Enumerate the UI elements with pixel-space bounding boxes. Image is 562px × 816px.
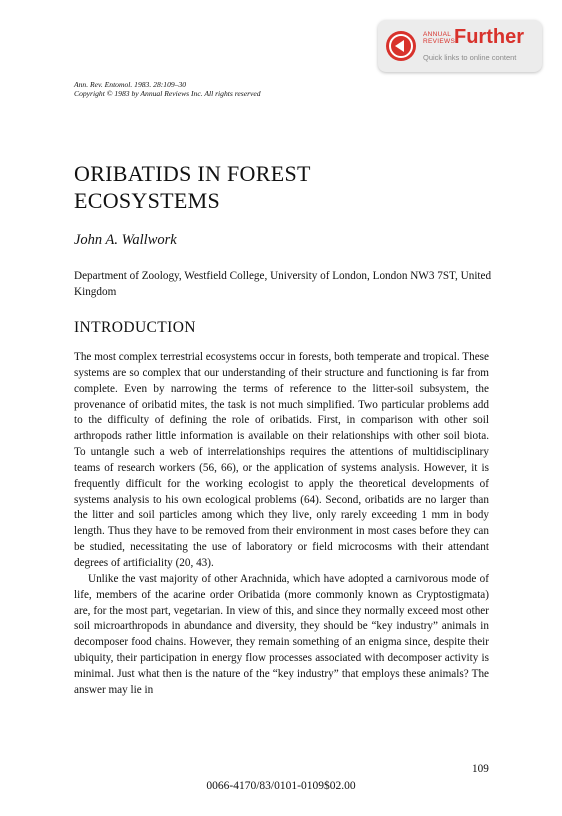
article-title	[74, 160, 311, 214]
section-body	[74, 350, 489, 699]
paragraph: The most complex terrestrial ecosystems occur in forests, both temperate and tropical. These systems are so complex that our understanding of their structure and functioning is far from complete. Even by narrowing the terms of reference to the litter-soil subsystem, the provenance of oribatid mites, the task is not much simplified. Two particular problems add to the difficulty of defining the role of oribatids. First, in comparison with other soil arthropods rather little information is available on their relationships with other soil biota. To untangle such a web of interrelationships requires the attentions of multidisciplinary teams of research workers (56, 66), or the application of systems analysis. However, it is frequently difficult for the working ecologist to apply the theoretical developments of systems analysis to his own ecological problems (64). Second, oribatids are no larger than the litter and soil particles among which they live, only rarely exceeding 1 mm in body length. Thus they have to be removed from their environment in most cases before they can be studied, necessitating the use of laboratory or field microcosms with their attendant degrees of artificiality (20, 43).	[74, 351, 489, 569]
paragraph: Unlike the vast majority of other Arachnida, which have adopted a carnivorous mode of life, members of the acarine order Oribatida (more commonly known as Cryptostigmata) are, for the most part, vegetarian. In view of this, and since they normally exceed most other soil microarthropods in abundance and diversity, they should be “key industry” animals in decomposer food chains. However, they remain something of an enigma since, despite their ubiquity, their participation in energy flow processes associated with decomposer activity is minimal. Just what then is the nature of the “key industry” that employs these animals? The answer may lie in	[74, 572, 489, 696]
annual-reviews-further-badge[interactable]	[378, 20, 542, 72]
author-affiliation: Department of Zoology, Westfield College, University of London, London NW3 7ST, United Kingdom	[74, 270, 492, 298]
badge-publisher-label: ANNUAL REVIEWS	[423, 31, 456, 45]
journal-citation	[74, 80, 261, 98]
title-line: ORIBATIDS IN FOREST	[74, 161, 311, 186]
citation-line: Ann. Rev. Entomol. 1983. 28:109–30	[74, 80, 187, 89]
page-number: 109	[472, 763, 489, 775]
copyright-line: Copyright © 1983 by Annual Reviews Inc. All rights reserved	[74, 89, 261, 98]
badge-subtitle: Quick links to online content	[423, 53, 517, 62]
title-line: ECOSYSTEMS	[74, 188, 221, 213]
author-name: John A. Wallwork	[74, 232, 177, 248]
badge-further-label: Further	[454, 26, 524, 48]
back-arrow-icon	[386, 31, 416, 61]
article-code: 0066-4170/83/0101-0109$02.00	[206, 780, 356, 792]
section-heading: INTRODUCTION	[74, 319, 196, 336]
